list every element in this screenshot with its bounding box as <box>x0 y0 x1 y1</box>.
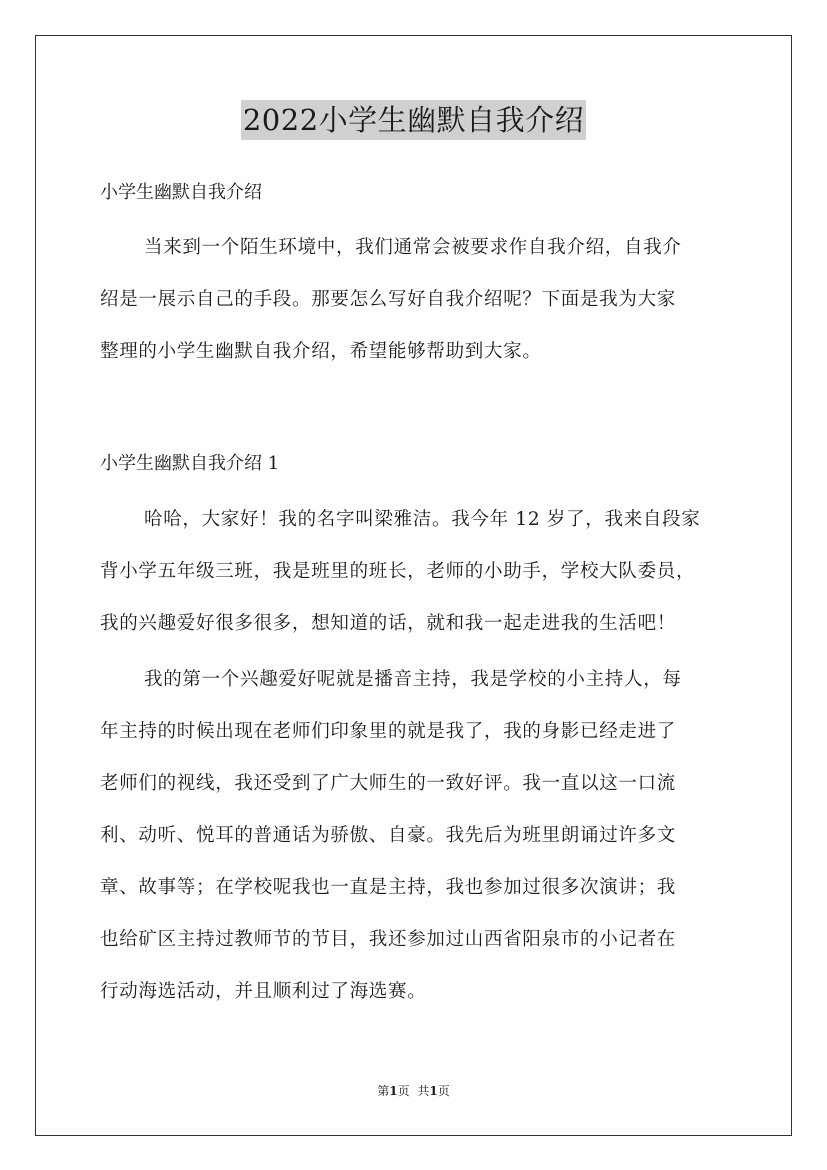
document-title: 2022小学生幽默自我介绍 <box>241 100 586 140</box>
paragraph-line: 章、故事等；在学校呢我也一直是主持，我也参加过很多次演讲；我 <box>100 877 677 898</box>
paragraph-line: 绍是一展示自己的手段。那要怎么写好自我介绍呢？下面是我为大家 <box>100 289 677 310</box>
page-number: 1 <box>389 1084 398 1098</box>
total-suffix: 页 <box>437 1084 450 1098</box>
paragraph-line: 当来到一个陌生环境中，我们通常会被要求作自我介绍，自我介 <box>144 237 682 258</box>
intro-heading: 小学生幽默自我介绍 <box>100 182 262 203</box>
paragraph-line: 也给矿区主持过教师节的节目，我还参加过山西省阳泉市的小记者在 <box>100 929 677 950</box>
page-footer <box>0 1083 827 1099</box>
intro-paragraph <box>100 222 740 378</box>
paragraph-line: 背小学五年级三班，我是班里的班长，老师的小助手，学校大队委员， <box>100 561 696 582</box>
title-container <box>0 100 827 140</box>
section1-heading: 小学生幽默自我介绍 1 <box>100 453 280 474</box>
page-prefix: 第 <box>377 1084 390 1098</box>
paragraph-line: 哈哈，大家好！我的名字叫梁雅洁。我今年 12 岁了，我来自段家 <box>144 509 701 530</box>
paragraph-line: 老师们的视线，我还受到了广大师生的一致好评。我一直以这一口流 <box>100 773 677 794</box>
paragraph-line: 年主持的时候出现在老师们印象里的就是我了，我的身影已经走进了 <box>100 721 677 742</box>
section1-paragraph-1 <box>100 494 740 650</box>
total-pages: 1 <box>429 1084 438 1098</box>
section1-paragraph-2 <box>100 654 740 1018</box>
paragraph-line: 我的兴趣爱好很多很多，想知道的话，就和我一起走进我的生活吧！ <box>100 613 677 634</box>
paragraph-line: 行动海选活动，并且顺利过了海选赛。 <box>100 981 427 1002</box>
paragraph-line: 利、动听、悦耳的普通话为骄傲、自豪。我先后为班里朗诵过许多文 <box>100 825 677 846</box>
paragraph-line: 我的第一个兴趣爱好呢就是播音主持，我是学校的小主持人，每 <box>144 669 682 690</box>
page-suffix: 页 <box>397 1084 410 1098</box>
paragraph-line: 整理的小学生幽默自我介绍，希望能够帮助到大家。 <box>100 341 542 362</box>
total-prefix: 共 <box>417 1084 430 1098</box>
